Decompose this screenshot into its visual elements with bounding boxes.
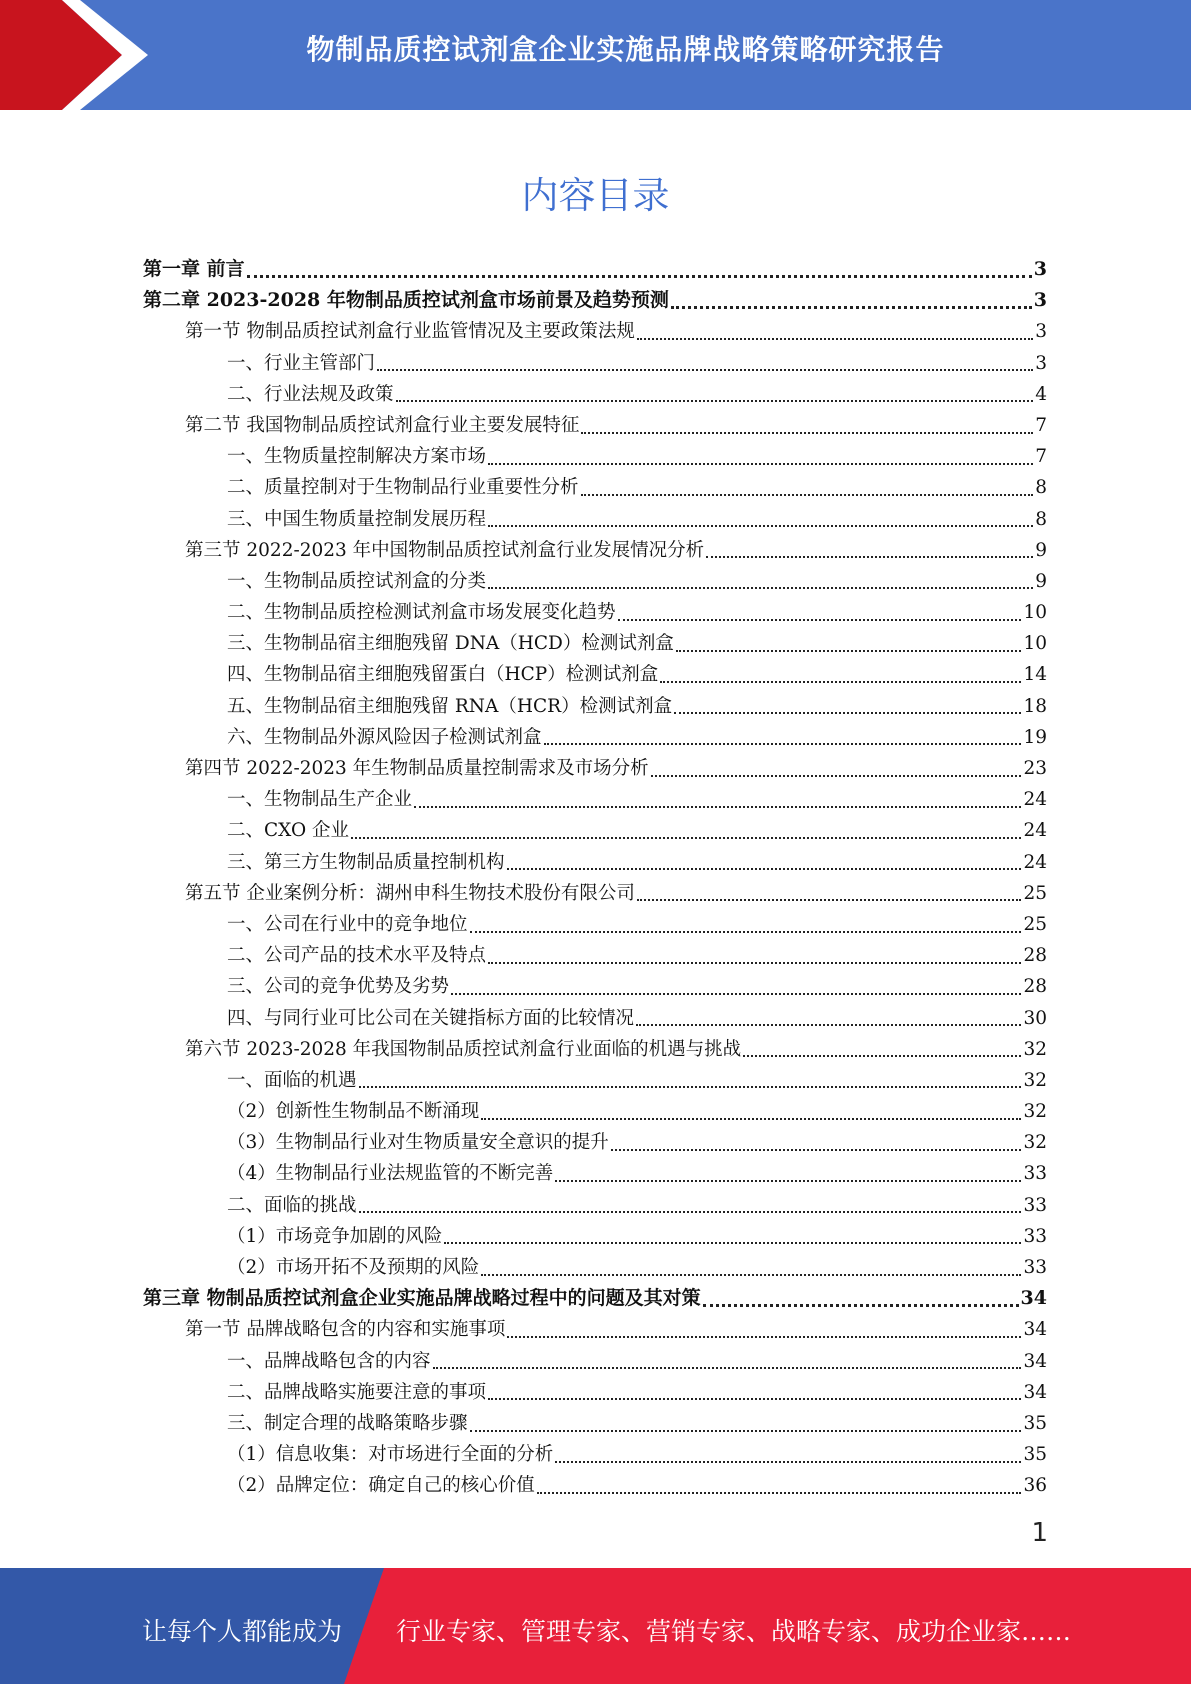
toc-entry-title: 第六节 2023-2028 年我国物制品质控试剂盒行业面临的机遇与挑战 xyxy=(185,1038,742,1060)
toc-entry-page: 24 xyxy=(1023,851,1047,873)
toc-dot-leader xyxy=(451,993,1021,995)
toc-entry[interactable] xyxy=(143,1096,1047,1127)
toc-dot-leader xyxy=(377,369,1033,371)
toc-entry-page: 3 xyxy=(1035,321,1047,343)
toc-entry[interactable] xyxy=(143,285,1047,316)
toc-entry[interactable] xyxy=(143,1377,1047,1408)
toc-entry[interactable] xyxy=(143,1127,1047,1158)
toc-entry[interactable] xyxy=(143,815,1047,846)
toc-dot-leader xyxy=(706,556,1033,558)
header-title: 物制品质控试剂盒企业实施品牌战略策略研究报告 xyxy=(306,33,945,66)
toc-dot-leader xyxy=(359,1086,1022,1088)
toc-entry[interactable] xyxy=(143,316,1047,347)
toc-entry-page: 34 xyxy=(1023,1350,1047,1372)
toc-entry-title: 一、生物质量控制解决方案市场 xyxy=(227,446,487,468)
footer-slogan-right: 行业专家、管理专家、营销专家、战略专家、成功企业家…… xyxy=(396,1617,1072,1646)
toc-dot-leader xyxy=(488,525,1033,527)
toc-dot-leader xyxy=(703,1304,1019,1307)
toc-entry-page: 19 xyxy=(1023,726,1047,748)
toc-dot-leader xyxy=(555,1461,1021,1463)
toc-entry[interactable] xyxy=(143,940,1047,971)
toc-entry-page: 18 xyxy=(1023,695,1047,717)
table-of-contents xyxy=(143,254,1047,1502)
toc-entry[interactable] xyxy=(143,472,1047,503)
toc-dot-leader xyxy=(507,868,1022,870)
toc-dot-leader xyxy=(433,1367,1022,1369)
toc-entry[interactable] xyxy=(143,1003,1047,1034)
toc-entry-page: 35 xyxy=(1023,1412,1047,1434)
toc-dot-leader xyxy=(507,1336,1021,1338)
toc-entry[interactable] xyxy=(143,691,1047,722)
toc-entry-title: 二、CXO 企业 xyxy=(227,820,350,842)
toc-dot-leader xyxy=(581,432,1033,434)
toc-entry-title: 第二节 我国物制品质控试剂盒行业主要发展特征 xyxy=(185,414,580,436)
toc-entry-title: 三、生物制品宿主细胞残留 DNA（HCD）检测试剂盒 xyxy=(227,633,674,655)
toc-entry-page: 33 xyxy=(1023,1194,1047,1216)
toc-entry[interactable] xyxy=(143,1252,1047,1283)
toc-entry-page: 33 xyxy=(1023,1257,1047,1278)
toc-entry[interactable] xyxy=(143,1439,1047,1470)
toc-entry-page: 24 xyxy=(1023,820,1047,842)
toc-dot-leader xyxy=(676,650,1022,652)
toc-entry[interactable] xyxy=(143,1065,1047,1096)
footer-slogan-left: 让每个人都能成为 xyxy=(142,1617,343,1646)
toc-entry-title: 一、生物制品生产企业 xyxy=(227,789,413,811)
toc-entry[interactable] xyxy=(143,659,1047,690)
toc-entry[interactable] xyxy=(143,784,1047,815)
toc-entry-page: 33 xyxy=(1023,1225,1047,1247)
toc-entry-page: 9 xyxy=(1035,539,1047,561)
toc-entry-title: 二、面临的挑战 xyxy=(227,1194,357,1216)
toc-entry[interactable] xyxy=(143,1034,1047,1065)
toc-entry-page: 28 xyxy=(1023,976,1047,998)
toc-entry-title: 二、公司产品的技术水平及特点 xyxy=(227,945,487,967)
toc-entry-title: （2）品牌定位：确定自己的核心价值 xyxy=(227,1475,535,1497)
toc-entry-title: 四、与同行业可比公司在关键指标方面的比较情况 xyxy=(227,1007,635,1029)
toc-entry-page: 33 xyxy=(1023,1163,1047,1185)
toc-dot-leader xyxy=(637,899,1022,901)
toc-entry[interactable] xyxy=(143,1470,1047,1501)
toc-entry-page: 34 xyxy=(1023,1381,1047,1403)
toc-entry[interactable] xyxy=(143,909,1047,940)
toc-entry-page: 25 xyxy=(1023,913,1047,935)
toc-entry[interactable] xyxy=(143,1314,1047,1345)
toc-entry[interactable] xyxy=(143,379,1047,410)
toc-entry-page: 36 xyxy=(1023,1475,1047,1497)
toc-entry-page: 24 xyxy=(1023,789,1047,811)
toc-entry-page: 8 xyxy=(1035,508,1047,530)
toc-dot-leader xyxy=(671,306,1032,309)
toc-entry-title: 三、中国生物质量控制发展历程 xyxy=(227,508,487,530)
toc-dot-leader xyxy=(636,1024,1021,1026)
toc-entry[interactable] xyxy=(143,348,1047,379)
toc-dot-leader xyxy=(611,1149,1022,1151)
toc-entry-page: 34 xyxy=(1023,1319,1047,1341)
toc-entry-title: 二、质量控制对于生物制品行业重要性分析 xyxy=(227,477,579,499)
toc-dot-leader xyxy=(544,743,1022,745)
toc-dot-leader xyxy=(444,1242,1021,1244)
toc-dot-leader xyxy=(396,400,1034,402)
toc-entry[interactable] xyxy=(143,1408,1047,1439)
toc-dot-leader xyxy=(488,587,1033,589)
toc-dot-leader xyxy=(581,494,1034,496)
toc-entry-title: （4）生物制品行业法规监管的不断完善 xyxy=(227,1163,554,1185)
toc-entry-title: 六、生物制品外源风险因子检测试剂盒 xyxy=(227,726,542,748)
toc-entry-title: 三、第三方生物制品质量控制机构 xyxy=(227,851,505,873)
toc-dot-leader xyxy=(359,1211,1022,1213)
toc-entry[interactable] xyxy=(143,566,1047,597)
toc-entry[interactable] xyxy=(143,722,1047,753)
toc-dot-leader xyxy=(488,1398,1021,1400)
toc-entry-title: 三、制定合理的战略策略步骤 xyxy=(227,1412,468,1434)
toc-entry[interactable] xyxy=(143,753,1047,784)
toc-entry-title: 第一节 品牌战略包含的内容和实施事项 xyxy=(185,1319,506,1341)
toc-entry-title: 一、公司在行业中的竞争地位 xyxy=(227,913,468,935)
toc-entry-title: 一、生物制品质控试剂盒的分类 xyxy=(227,570,487,592)
toc-entry[interactable] xyxy=(143,254,1047,285)
toc-dot-leader xyxy=(247,275,1032,278)
toc-dot-leader xyxy=(470,931,1022,933)
toc-dot-leader xyxy=(537,1492,1022,1494)
toc-entry-page: 3 xyxy=(1033,289,1047,312)
toc-entry[interactable] xyxy=(143,878,1047,909)
toc-entry-page: 34 xyxy=(1020,1287,1047,1310)
toc-entry-title: （3）生物制品行业对生物质量安全意识的提升 xyxy=(227,1132,609,1154)
toc-entry[interactable] xyxy=(143,441,1047,472)
toc-dot-leader xyxy=(481,1274,1021,1276)
toc-entry-page: 10 xyxy=(1023,633,1047,655)
toc-entry-title: 第一章 前言 xyxy=(143,258,245,280)
toc-entry-title: 四、生物制品宿主细胞残留蛋白（HCP）检测试剂盒 xyxy=(227,664,659,686)
toc-entry-title: 一、面临的机遇 xyxy=(227,1069,357,1091)
toc-entry-page: 28 xyxy=(1023,945,1047,967)
toc-dot-leader xyxy=(351,837,1021,839)
toc-entry-title: 三、公司的竞争优势及劣势 xyxy=(227,976,450,998)
toc-entry-page: 4 xyxy=(1035,383,1047,405)
toc-entry[interactable] xyxy=(143,410,1047,441)
toc-entry[interactable] xyxy=(143,971,1047,1002)
toc-entry-page: 8 xyxy=(1035,477,1047,499)
toc-entry[interactable] xyxy=(143,597,1047,628)
toc-entry[interactable] xyxy=(143,1158,1047,1189)
toc-dot-leader xyxy=(660,681,1021,683)
toc-dot-leader xyxy=(651,775,1022,777)
toc-dot-leader xyxy=(488,962,1021,964)
toc-entry[interactable] xyxy=(143,504,1047,535)
toc-entry-page: 9 xyxy=(1035,570,1047,592)
toc-entry[interactable] xyxy=(143,628,1047,659)
toc-entry-page: 3 xyxy=(1033,258,1047,280)
toc-entry[interactable] xyxy=(143,847,1047,878)
toc-entry-title: 二、品牌战略实施要注意的事项 xyxy=(227,1381,487,1403)
toc-entry-title: 第三节 2022-2023 年中国物制品质控试剂盒行业发展情况分析 xyxy=(185,539,705,561)
toc-entry-page: 30 xyxy=(1023,1007,1047,1029)
toc-dot-leader xyxy=(488,463,1033,465)
toc-entry-title: 一、行业主管部门 xyxy=(227,352,376,374)
toc-entry-title: 第二章 2023-2028 年物制品质控试剂盒市场前景及趋势预测 xyxy=(143,289,669,312)
toc-entry-title: 第五节 企业案例分析：湖州申科生物技术股份有限公司 xyxy=(185,882,635,904)
toc-entry-page: 7 xyxy=(1035,414,1047,436)
toc-dot-leader xyxy=(743,1055,1021,1057)
toc-entry-title: 二、行业法规及政策 xyxy=(227,383,394,405)
toc-entry-title: （1）市场竞争加剧的风险 xyxy=(227,1225,443,1247)
toc-entry-title: （2）市场开拓不及预期的风险 xyxy=(227,1257,480,1278)
toc-entry-page: 14 xyxy=(1023,664,1047,686)
toc-entry-page: 25 xyxy=(1023,882,1047,904)
toc-entry-title: 二、生物制品质控检测试剂盒市场发展变化趋势 xyxy=(227,602,616,624)
toc-entry-page: 10 xyxy=(1023,602,1047,624)
toc-entry[interactable] xyxy=(143,1346,1047,1377)
toc-dot-leader xyxy=(414,806,1021,808)
toc-entry-title: （1）信息收集：对市场进行全面的分析 xyxy=(227,1444,554,1466)
toc-dot-leader xyxy=(555,1180,1021,1182)
toc-entry[interactable] xyxy=(143,1221,1047,1252)
toc-entry-page: 23 xyxy=(1023,758,1047,779)
toc-entry-page: 35 xyxy=(1023,1444,1047,1466)
toc-entry-title: （2）创新性生物制品不断涌现 xyxy=(227,1101,480,1123)
toc-dot-leader xyxy=(674,712,1021,714)
toc-entry-title: 第三章 物制品质控试剂盒企业实施品牌战略过程中的问题及其对策 xyxy=(143,1287,701,1310)
toc-entry-title: 一、品牌战略包含的内容 xyxy=(227,1350,431,1372)
toc-entry-title: 第四节 2022-2023 年生物制品质量控制需求及市场分析 xyxy=(185,758,649,779)
toc-entry-page: 3 xyxy=(1035,352,1047,374)
toc-entry-title: 第一节 物制品质控试剂盒行业监管情况及主要政策法规 xyxy=(185,321,635,343)
toc-entry-page: 7 xyxy=(1035,446,1047,468)
toc-entry-page: 32 xyxy=(1023,1038,1047,1060)
toc-entry-title: 五、生物制品宿主细胞残留 RNA（HCR）检测试剂盒 xyxy=(227,695,673,717)
toc-title: 内容目录 xyxy=(521,174,670,217)
toc-entry[interactable] xyxy=(143,1283,1047,1314)
footer-band xyxy=(0,1568,1191,1684)
toc-dot-leader xyxy=(481,1118,1021,1120)
toc-dot-leader xyxy=(618,619,1022,621)
toc-entry-page: 32 xyxy=(1023,1069,1047,1091)
toc-dot-leader xyxy=(637,338,1033,340)
toc-entry[interactable] xyxy=(143,535,1047,566)
toc-entry[interactable] xyxy=(143,1190,1047,1221)
toc-entry-page: 32 xyxy=(1023,1101,1047,1123)
toc-entry-page: 32 xyxy=(1023,1132,1047,1154)
header-band xyxy=(0,0,1191,110)
page-number: 1 xyxy=(1031,1518,1048,1548)
toc-dot-leader xyxy=(470,1430,1022,1432)
